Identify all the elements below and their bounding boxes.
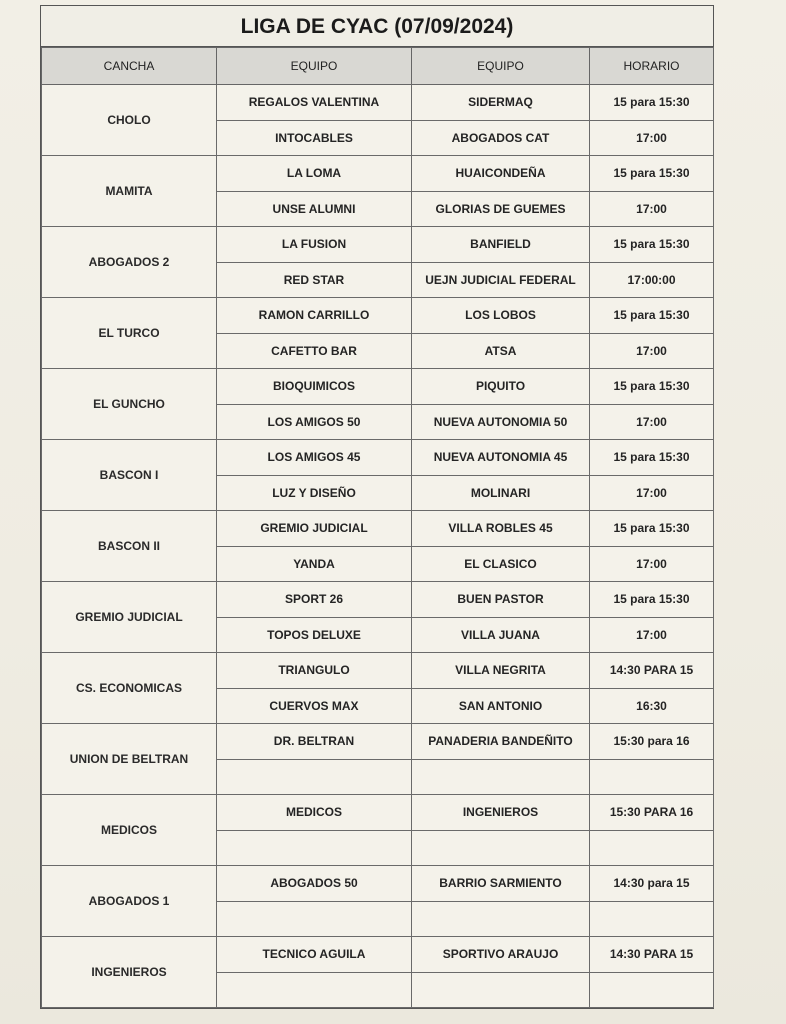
- cancha-cell: CHOLO: [42, 85, 217, 156]
- table-row: [42, 511, 714, 547]
- team-home-cell: [217, 759, 412, 795]
- team-home-cell: BIOQUIMICOS: [217, 369, 412, 405]
- team-away-cell: GLORIAS DE GUEMES: [412, 191, 590, 227]
- team-away-cell: SAN ANTONIO: [412, 688, 590, 724]
- team-away-cell: NUEVA AUTONOMIA 50: [412, 404, 590, 440]
- team-home-cell: INTOCABLES: [217, 120, 412, 156]
- cancha-cell: CS. ECONOMICAS: [42, 653, 217, 724]
- team-away-cell: ATSA: [412, 333, 590, 369]
- schedule-table: [41, 47, 714, 1008]
- table-row: [42, 724, 714, 760]
- team-away-cell: BUEN PASTOR: [412, 582, 590, 618]
- table-row: [42, 937, 714, 973]
- time-cell: 15 para 15:30: [590, 156, 714, 192]
- team-away-cell: VILLA ROBLES 45: [412, 511, 590, 547]
- team-home-cell: UNSE ALUMNI: [217, 191, 412, 227]
- team-away-cell: [412, 901, 590, 937]
- header-equipo-1: EQUIPO: [217, 48, 412, 85]
- time-cell: 15 para 15:30: [590, 85, 714, 121]
- team-home-cell: TOPOS DELUXE: [217, 617, 412, 653]
- time-cell: 17:00:00: [590, 262, 714, 298]
- schedule-sheet: [40, 5, 714, 1009]
- time-cell: 15 para 15:30: [590, 511, 714, 547]
- team-home-cell: LUZ Y DISEÑO: [217, 475, 412, 511]
- table-row: [42, 298, 714, 334]
- cancha-cell: ABOGADOS 2: [42, 227, 217, 298]
- time-cell: 15 para 15:30: [590, 582, 714, 618]
- team-home-cell: RED STAR: [217, 262, 412, 298]
- cancha-cell: BASCON I: [42, 440, 217, 511]
- cancha-cell: ABOGADOS 1: [42, 866, 217, 937]
- team-away-cell: VILLA NEGRITA: [412, 653, 590, 689]
- team-home-cell: DR. BELTRAN: [217, 724, 412, 760]
- team-away-cell: UEJN JUDICIAL FEDERAL: [412, 262, 590, 298]
- team-home-cell: [217, 901, 412, 937]
- team-home-cell: GREMIO JUDICIAL: [217, 511, 412, 547]
- team-home-cell: TRIANGULO: [217, 653, 412, 689]
- team-home-cell: [217, 830, 412, 866]
- header-equipo-2: EQUIPO: [412, 48, 590, 85]
- time-cell: 15 para 15:30: [590, 227, 714, 263]
- time-cell: 15 para 15:30: [590, 298, 714, 334]
- table-row: [42, 582, 714, 618]
- team-away-cell: SPORTIVO ARAUJO: [412, 937, 590, 973]
- time-cell: 17:00: [590, 546, 714, 582]
- table-row: [42, 653, 714, 689]
- cancha-cell: BASCON II: [42, 511, 217, 582]
- table-row: [42, 85, 714, 121]
- header-horario: HORARIO: [590, 48, 714, 85]
- team-away-cell: NUEVA AUTONOMIA 45: [412, 440, 590, 476]
- time-cell: 14:30 para 15: [590, 866, 714, 902]
- cancha-cell: EL TURCO: [42, 298, 217, 369]
- team-away-cell: PANADERIA BANDEÑITO: [412, 724, 590, 760]
- team-home-cell: CAFETTO BAR: [217, 333, 412, 369]
- time-cell: 17:00: [590, 404, 714, 440]
- team-away-cell: [412, 830, 590, 866]
- header-cancha: CANCHA: [42, 48, 217, 85]
- team-home-cell: MEDICOS: [217, 795, 412, 831]
- time-cell: 17:00: [590, 617, 714, 653]
- cancha-cell: UNION DE BELTRAN: [42, 724, 217, 795]
- table-row: [42, 866, 714, 902]
- team-away-cell: MOLINARI: [412, 475, 590, 511]
- team-home-cell: RAMON CARRILLO: [217, 298, 412, 334]
- team-away-cell: HUAICONDEÑA: [412, 156, 590, 192]
- cancha-cell: EL GUNCHO: [42, 369, 217, 440]
- header-row: [42, 48, 714, 85]
- time-cell: 17:00: [590, 120, 714, 156]
- time-cell: 16:30: [590, 688, 714, 724]
- table-row: [42, 369, 714, 405]
- time-cell: [590, 972, 714, 1008]
- team-home-cell: LOS AMIGOS 45: [217, 440, 412, 476]
- team-away-cell: BARRIO SARMIENTO: [412, 866, 590, 902]
- team-away-cell: VILLA JUANA: [412, 617, 590, 653]
- team-home-cell: ABOGADOS 50: [217, 866, 412, 902]
- team-away-cell: PIQUITO: [412, 369, 590, 405]
- team-away-cell: SIDERMAQ: [412, 85, 590, 121]
- team-home-cell: TECNICO AGUILA: [217, 937, 412, 973]
- team-away-cell: [412, 759, 590, 795]
- time-cell: 15 para 15:30: [590, 369, 714, 405]
- team-home-cell: YANDA: [217, 546, 412, 582]
- table-row: [42, 156, 714, 192]
- cancha-cell: MEDICOS: [42, 795, 217, 866]
- table-row: [42, 440, 714, 476]
- time-cell: 14:30 PARA 15: [590, 653, 714, 689]
- team-home-cell: LOS AMIGOS 50: [217, 404, 412, 440]
- cancha-cell: MAMITA: [42, 156, 217, 227]
- time-cell: 14:30 PARA 15: [590, 937, 714, 973]
- team-home-cell: LA FUSION: [217, 227, 412, 263]
- time-cell: 15:30 para 16: [590, 724, 714, 760]
- schedule-body: [42, 85, 714, 1008]
- team-away-cell: BANFIELD: [412, 227, 590, 263]
- team-home-cell: SPORT 26: [217, 582, 412, 618]
- cancha-cell: GREMIO JUDICIAL: [42, 582, 217, 653]
- table-row: [42, 227, 714, 263]
- team-away-cell: [412, 972, 590, 1008]
- time-cell: 17:00: [590, 333, 714, 369]
- time-cell: [590, 901, 714, 937]
- time-cell: 17:00: [590, 191, 714, 227]
- team-away-cell: LOS LOBOS: [412, 298, 590, 334]
- time-cell: 15:30 PARA 16: [590, 795, 714, 831]
- team-away-cell: ABOGADOS CAT: [412, 120, 590, 156]
- time-cell: 17:00: [590, 475, 714, 511]
- team-away-cell: INGENIEROS: [412, 795, 590, 831]
- time-cell: [590, 830, 714, 866]
- cancha-cell: INGENIEROS: [42, 937, 217, 1008]
- team-home-cell: REGALOS VALENTINA: [217, 85, 412, 121]
- time-cell: [590, 759, 714, 795]
- time-cell: 15 para 15:30: [590, 440, 714, 476]
- table-row: [42, 795, 714, 831]
- team-away-cell: EL CLASICO: [412, 546, 590, 582]
- team-home-cell: CUERVOS MAX: [217, 688, 412, 724]
- team-home-cell: [217, 972, 412, 1008]
- team-home-cell: LA LOMA: [217, 156, 412, 192]
- page-title: LIGA DE CYAC (07/09/2024): [41, 6, 713, 47]
